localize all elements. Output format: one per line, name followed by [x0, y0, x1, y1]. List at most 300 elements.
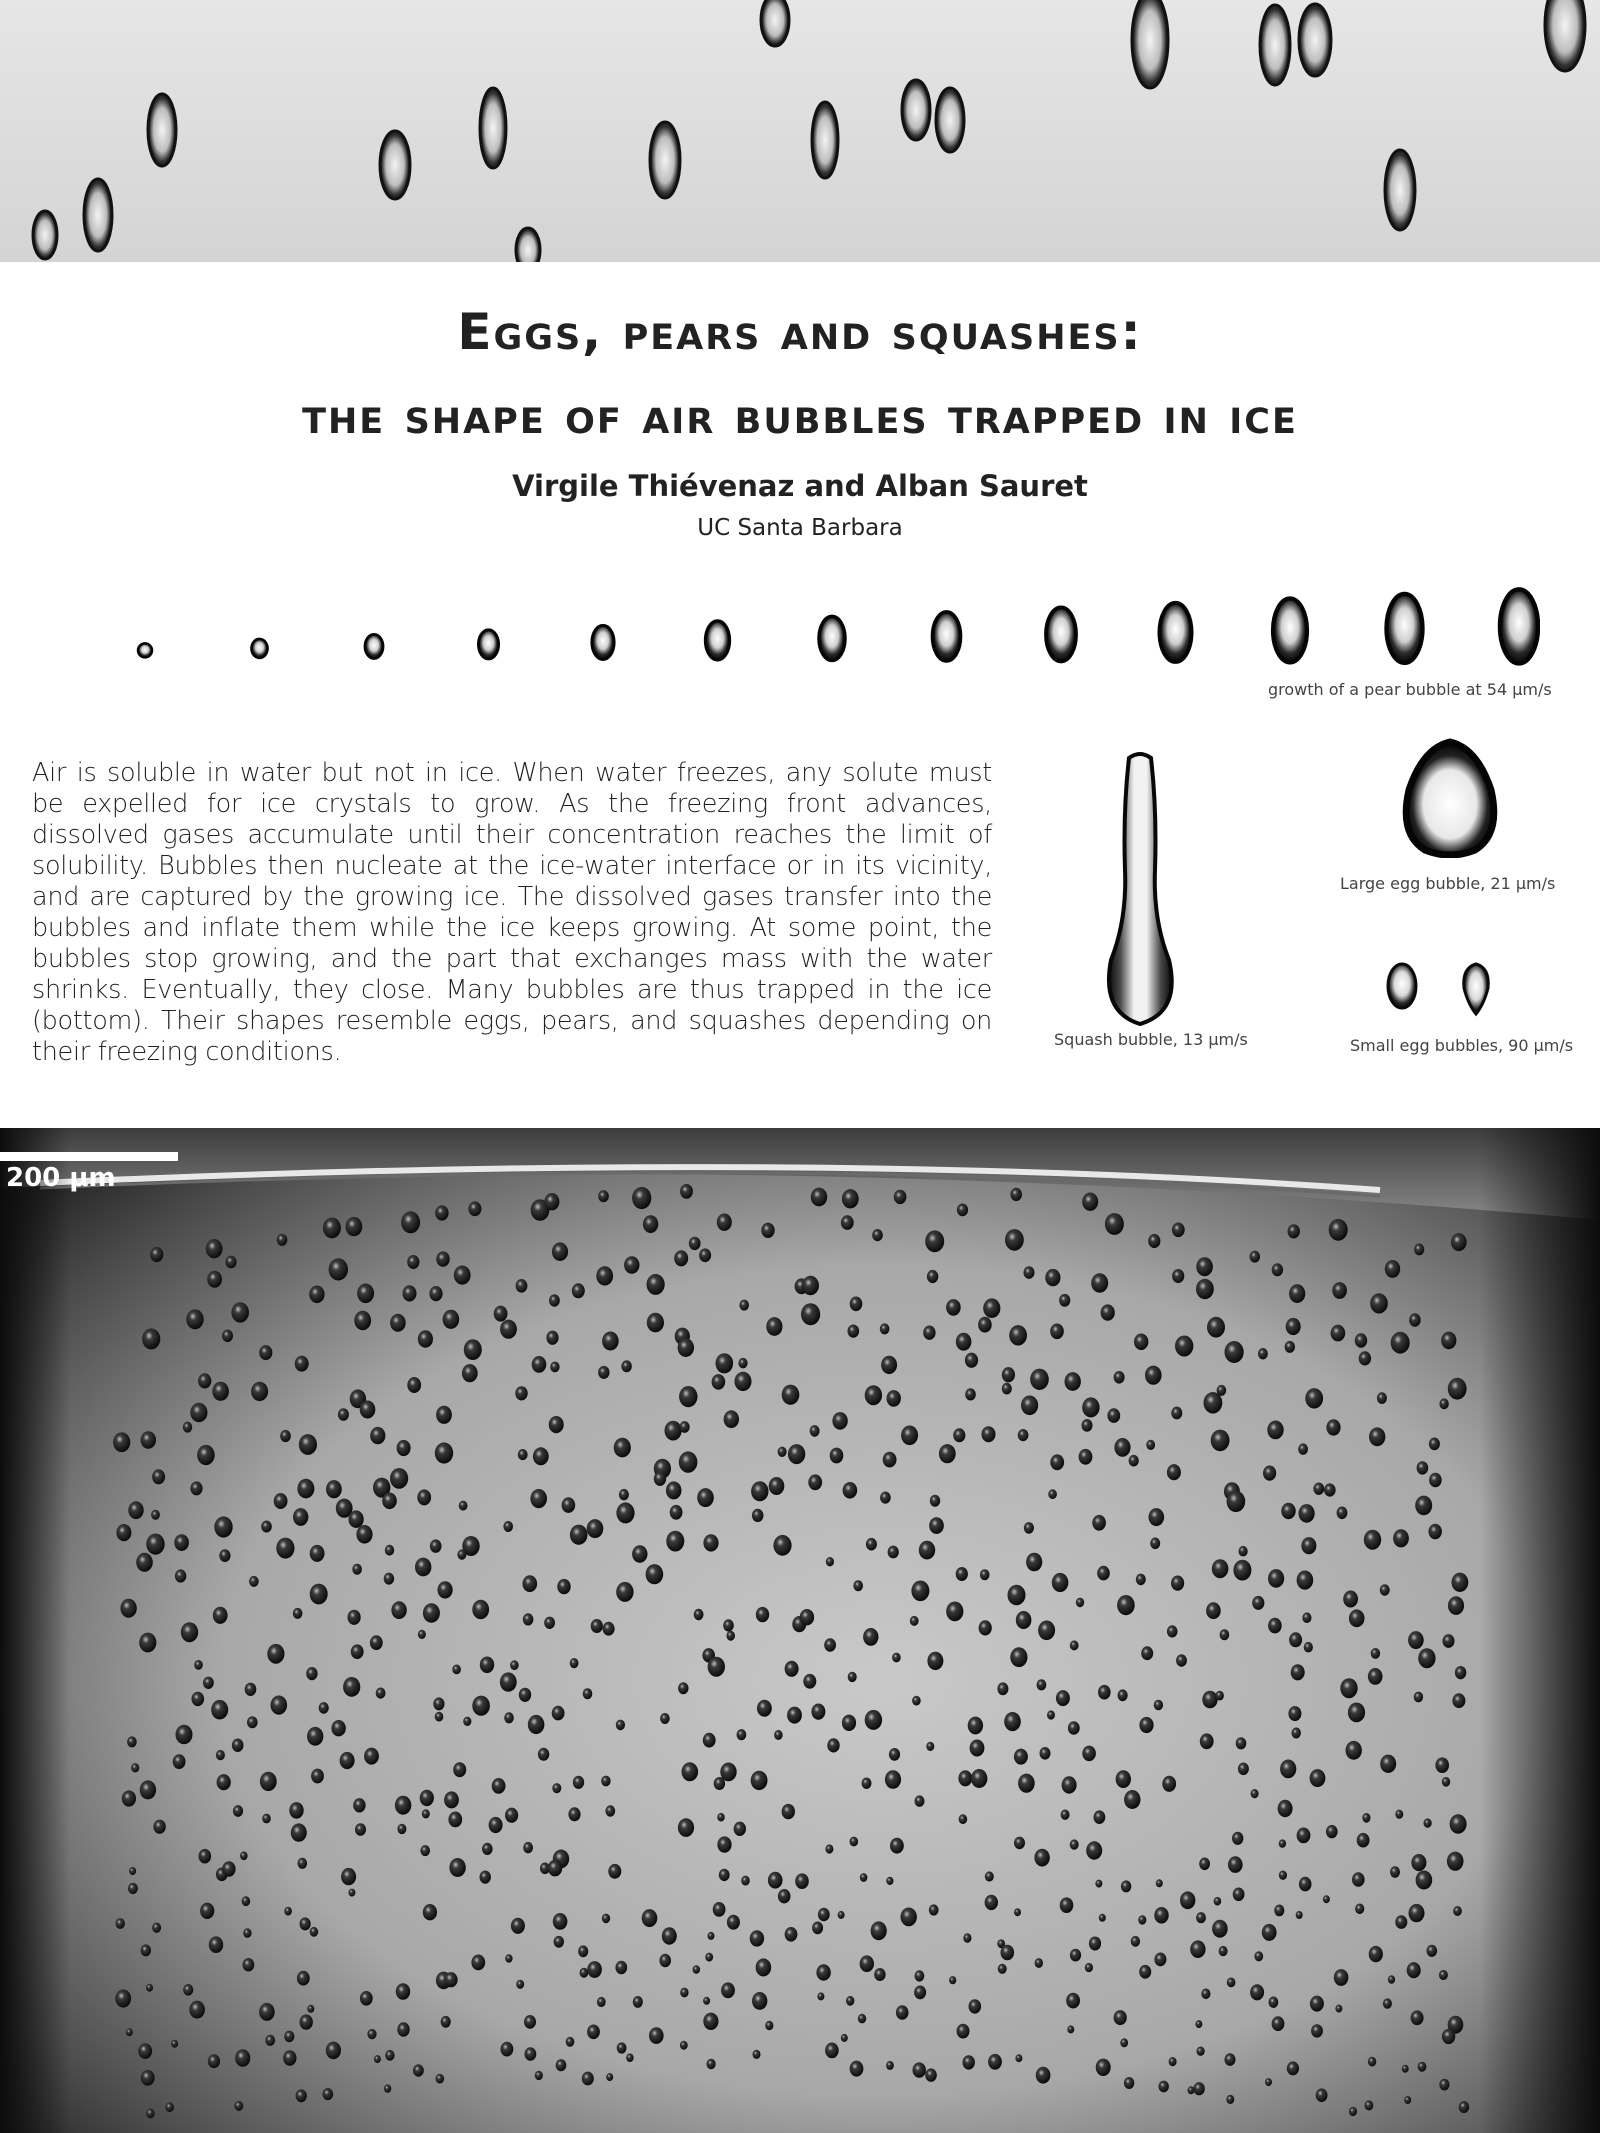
trapped-bubble: [192, 1692, 205, 1706]
trapped-bubble: [1016, 1611, 1032, 1629]
trapped-bubble: [1298, 1443, 1308, 1454]
photo-bubble: [516, 228, 540, 262]
trapped-bubble: [1408, 1631, 1424, 1649]
trapped-bubble: [1289, 1284, 1305, 1303]
trapped-bubble: [516, 1279, 528, 1293]
trapped-bubble: [716, 1353, 734, 1373]
trapped-bubble: [505, 1808, 518, 1823]
trapped-bubble: [1212, 1920, 1228, 1938]
trapped-bubble: [1238, 1763, 1249, 1776]
trapped-bubble: [1225, 1341, 1244, 1363]
trapped-bubble: [413, 2064, 424, 2076]
trapped-bubble: [310, 1584, 328, 1605]
trapped-bubble: [925, 1230, 944, 1252]
trapped-bubble: [376, 1688, 386, 1699]
trapped-bubble: [519, 1688, 531, 1702]
trapped-bubble: [1429, 1473, 1442, 1487]
trapped-bubble: [1239, 1546, 1248, 1557]
trapped-bubble: [549, 1416, 564, 1433]
trapped-bubble: [190, 1403, 207, 1423]
trapped-bubble: [1202, 1691, 1217, 1709]
trapped-bubble: [1141, 1646, 1153, 1660]
trapped-bubble: [329, 1258, 348, 1280]
trapped-bubble: [865, 1710, 882, 1730]
trapped-bubble: [293, 1508, 308, 1526]
trapped-bubble: [848, 1672, 857, 1682]
trapped-bubble: [1281, 1503, 1295, 1519]
trapped-bubble: [546, 1331, 558, 1345]
trapped-bubble: [276, 1538, 294, 1559]
trapped-bubble: [915, 1970, 925, 1981]
trapped-bubble: [1149, 1508, 1165, 1526]
trapped-bubble: [1265, 2078, 1272, 2086]
trapped-bubble: [1435, 1757, 1449, 1773]
trapped-bubble: [306, 1667, 317, 1680]
trapped-bubble: [357, 1284, 374, 1304]
trapped-bubble: [397, 1440, 411, 1456]
trapped-bubble: [983, 1298, 1000, 1318]
trapped-bubble: [524, 2015, 536, 2029]
trapped-bubble: [1138, 1915, 1146, 1924]
trapped-bubble: [353, 1798, 365, 1812]
trapped-bubble: [1326, 1419, 1340, 1435]
trapped-bubble: [678, 1338, 694, 1357]
growth-stage-bubble: [1387, 594, 1423, 663]
trapped-bubble: [1236, 1737, 1247, 1749]
trapped-bubble: [1167, 1625, 1178, 1637]
trapped-bubble: [459, 1501, 468, 1511]
scale-bar: [0, 1152, 178, 1161]
trapped-bubble: [912, 1696, 921, 1706]
trapped-bubble: [423, 1603, 440, 1623]
trapped-bubble: [670, 1505, 683, 1520]
trapped-bubble: [914, 1986, 926, 2000]
trapped-bubble: [403, 1285, 417, 1301]
photo-bubble: [1299, 4, 1331, 76]
trapped-bubble: [887, 1390, 901, 1407]
trapped-bubble: [116, 1524, 131, 1541]
trapped-bubble: [126, 2028, 133, 2036]
trapped-bubble: [1070, 1949, 1081, 1962]
trapped-bubble: [1082, 1193, 1098, 1211]
trapped-bubble: [1129, 1455, 1139, 1467]
trapped-bubble: [525, 2047, 537, 2061]
trapped-bubble: [562, 1497, 576, 1513]
trapped-bubble: [151, 1510, 160, 1520]
trapped-bubble: [1269, 1997, 1279, 2008]
trapped-bubble: [1139, 1965, 1151, 1979]
trapped-bubble: [654, 1472, 666, 1486]
trapped-bubble: [1448, 1596, 1464, 1615]
trapped-bubble: [175, 1569, 186, 1582]
trapped-bubble: [703, 2013, 718, 2030]
trapped-bubble: [120, 1599, 136, 1618]
trapped-bubble: [1195, 2020, 1202, 2028]
trapped-bubble: [390, 1314, 406, 1332]
trapped-bubble: [997, 1682, 1008, 1695]
trapped-bubble: [624, 1256, 639, 1274]
trapped-bubble: [1068, 1721, 1080, 1735]
trapped-bubble: [267, 1644, 284, 1664]
trapped-bubble: [582, 2072, 594, 2086]
trapped-bubble: [472, 1600, 489, 1619]
trapped-bubble: [260, 1772, 277, 1791]
trapped-bubble: [298, 1858, 308, 1869]
trapped-bubble: [1124, 1790, 1140, 1809]
trapped-bubble: [841, 2034, 848, 2042]
trapped-bubble: [603, 1622, 615, 1636]
trapped-bubble: [1220, 1629, 1230, 1640]
trapped-bubble: [1010, 1647, 1027, 1667]
trapped-bubble: [544, 1617, 555, 1629]
trapped-bubble: [1404, 2096, 1411, 2104]
trapped-bubble: [1380, 1584, 1390, 1595]
trapped-bubble: [1324, 1483, 1336, 1496]
trapped-bubble: [860, 1873, 868, 1882]
trapped-bubble: [549, 1294, 560, 1306]
trapped-bubble: [1010, 1188, 1022, 1201]
trapped-bubble: [583, 1688, 593, 1699]
trapped-bubble: [751, 1481, 768, 1501]
trapped-bubble: [946, 1299, 961, 1316]
trapped-bubble: [846, 1996, 854, 2006]
trapped-bubble: [165, 2102, 174, 2112]
trapped-bubble: [310, 1927, 319, 1937]
trapped-bubble: [174, 1534, 189, 1551]
trapped-bubble: [533, 1447, 549, 1465]
trapped-bubble: [910, 1616, 919, 1626]
trapped-bubble: [384, 2084, 391, 2092]
trapped-bubble: [523, 1842, 533, 1853]
trapped-bubble: [1390, 1866, 1400, 1878]
trapped-bubble: [436, 2074, 445, 2084]
trapped-bubble: [956, 1333, 972, 1351]
trapped-bubble: [1059, 1294, 1070, 1307]
trapped-bubble: [259, 2003, 275, 2021]
trapped-bubble: [1310, 1996, 1324, 2012]
trapped-bubble: [232, 1739, 244, 1752]
trapped-bubble: [1169, 2057, 1177, 2066]
trapped-bubble: [621, 1360, 631, 1372]
trapped-bubble: [929, 1904, 939, 1915]
trapped-bubble: [572, 1283, 585, 1298]
title-line-1: Eggs, pears and squashes:: [457, 303, 1143, 361]
trapped-bubble: [842, 1715, 856, 1731]
trapped-bubble: [1414, 1244, 1424, 1256]
trapped-bubble: [390, 1468, 408, 1489]
trapped-bubble: [492, 1778, 506, 1794]
trapped-bubble: [1250, 1984, 1264, 2000]
trapped-bubble: [397, 2022, 409, 2036]
trapped-bubble: [1225, 2053, 1236, 2066]
trapped-bubble: [615, 1961, 627, 1974]
trapped-bubble: [665, 1421, 682, 1441]
trapped-bubble: [570, 1525, 588, 1545]
trapped-bubble: [300, 1917, 311, 1930]
trapped-bubble: [1172, 1269, 1184, 1283]
trapped-bubble: [139, 1633, 156, 1653]
trapped-bubble: [659, 1954, 671, 1967]
trapped-bubble: [1263, 1466, 1276, 1481]
trapped-bubble: [1380, 1755, 1396, 1773]
trapped-bubble: [1091, 1273, 1108, 1293]
trapped-bubble: [436, 1406, 452, 1424]
trapped-bubble: [699, 1248, 711, 1262]
trapped-bubble: [482, 1843, 493, 1855]
trapped-bubble: [1250, 1251, 1260, 1263]
trapped-bubble: [1145, 1366, 1162, 1385]
trapped-bubble: [1196, 1257, 1213, 1276]
trapped-bubble: [616, 1720, 625, 1731]
trapped-bubble: [1416, 1871, 1433, 1890]
trapped-bubble: [1278, 1800, 1293, 1817]
trapped-bubble: [959, 1814, 968, 1824]
trapped-bubble: [738, 1358, 747, 1369]
trapped-bubble: [245, 1683, 257, 1696]
growth-stage-bubble: [1273, 598, 1307, 662]
trapped-bubble: [680, 1988, 688, 1998]
trapped-bubble: [194, 1660, 203, 1670]
trapped-bubble: [468, 1201, 481, 1216]
trapped-bubble: [360, 1401, 376, 1419]
trapped-bubble: [865, 1385, 882, 1405]
trapped-bubble: [515, 1386, 527, 1400]
trapped-bubble: [259, 1345, 272, 1360]
trapped-bubble: [901, 1908, 917, 1927]
trapped-bubble: [553, 1913, 568, 1930]
trapped-bubble: [407, 1377, 421, 1393]
trapped-bubble: [1414, 1692, 1423, 1703]
trapped-bubble: [355, 1823, 366, 1836]
trapped-bubble: [769, 1477, 785, 1495]
trapped-bubble: [417, 1489, 431, 1505]
trapped-bubble: [200, 1903, 214, 1919]
trapped-bubble: [1346, 1741, 1362, 1760]
trapped-bubble: [901, 1426, 918, 1446]
trapped-bubble: [866, 1538, 877, 1551]
trapped-bubble: [666, 1531, 684, 1552]
trapped-bubble: [444, 1972, 457, 1987]
trapped-bubble: [1383, 1998, 1392, 2008]
trapped-bubble: [208, 2054, 220, 2068]
trapped-bubble: [500, 1672, 517, 1691]
trapped-bubble: [1086, 1841, 1102, 1859]
trapped-bubble: [1313, 1483, 1324, 1495]
trapped-bubble: [860, 1955, 874, 1972]
trapped-bubble: [1362, 1813, 1370, 1823]
trapped-bubble: [890, 1838, 904, 1854]
trapped-bubble: [128, 1501, 143, 1519]
trapped-bubble: [1442, 2029, 1455, 2044]
trapped-bubble: [213, 1607, 228, 1624]
trapped-bubble: [1009, 1325, 1027, 1345]
trapped-bubble: [892, 1653, 901, 1663]
trapped-bubble: [1180, 1891, 1195, 1909]
trapped-bubble: [965, 1388, 976, 1400]
trapped-bubble: [367, 2029, 376, 2039]
trapped-bubble: [211, 1700, 228, 1720]
trapped-bubble: [323, 2088, 334, 2100]
trapped-bubble: [1037, 1679, 1047, 1690]
trapped-bubble: [472, 1696, 490, 1716]
trapped-bubble: [1211, 1430, 1230, 1452]
trapped-bubble: [452, 1665, 461, 1675]
trapped-bubble: [293, 1608, 303, 1619]
trapped-bubble: [703, 1997, 710, 2005]
trapped-bubble: [1226, 2095, 1234, 2104]
trapped-bubble: [554, 1936, 564, 1948]
trapped-bubble: [1116, 1770, 1131, 1788]
trapped-bubble: [297, 1479, 314, 1499]
trapped-bubble: [985, 1895, 998, 1910]
trapped-bubble: [152, 1923, 161, 1933]
trapped-bubble: [578, 1945, 588, 1957]
trapped-bubble: [407, 1255, 419, 1269]
trapped-bubble: [1207, 1317, 1225, 1338]
trapped-bubble: [795, 1873, 809, 1889]
trapped-bubble: [880, 1323, 890, 1334]
trapped-bubble: [614, 1438, 631, 1458]
trapped-bubble: [825, 1844, 833, 1853]
trapped-bubble: [1452, 1693, 1465, 1708]
trapped-bubble: [1439, 1398, 1448, 1409]
trapped-bubble: [1176, 1654, 1187, 1666]
trapped-bubble: [550, 1362, 559, 1373]
trapped-bubble: [1154, 1953, 1166, 1967]
trapped-bubble: [1385, 1260, 1400, 1278]
trapped-bubble: [674, 1250, 688, 1266]
trapped-bubble: [1026, 1553, 1042, 1572]
trapped-bubble: [1411, 2010, 1424, 2025]
trapped-bubble: [1114, 1438, 1130, 1457]
trapped-bubble: [1002, 1367, 1015, 1382]
trapped-bubble: [518, 1449, 528, 1460]
trapped-bubble: [448, 1812, 462, 1828]
trapped-bubble: [1097, 1566, 1110, 1581]
trapped-bubble: [420, 1790, 434, 1806]
trapped-bubble: [186, 1309, 203, 1329]
trapped-bubble: [1334, 1969, 1349, 1986]
trapped-bubble: [1447, 1852, 1464, 1871]
trapped-bubble: [251, 1382, 268, 1401]
trapped-bubble: [233, 1805, 243, 1817]
trapped-bubble: [1095, 1880, 1102, 1888]
trapped-bubble: [616, 1502, 634, 1523]
trapped-bubble: [1450, 1814, 1467, 1833]
trapped-bubble: [1329, 1219, 1348, 1241]
trapped-bubble: [1251, 1789, 1259, 1798]
trapped-bubble: [911, 1581, 929, 1602]
trapped-bubble: [1377, 1392, 1387, 1404]
trapped-bubble: [454, 1266, 471, 1285]
trapped-bubble: [1254, 1951, 1263, 1961]
trapped-bubble: [435, 1205, 448, 1220]
trapped-bubble: [802, 1276, 819, 1296]
trapped-bubble: [395, 1796, 411, 1815]
trapped-bubble: [1175, 1336, 1193, 1357]
trapped-bubble: [1305, 1388, 1323, 1408]
trapped-bubble: [1227, 1978, 1236, 1988]
photo-bubble: [1132, 0, 1168, 88]
trapped-bubble: [505, 1954, 512, 1962]
trapped-bubble: [1285, 1341, 1295, 1353]
trapped-bubble: [598, 1366, 609, 1379]
small-egg-bubbles-image: [1380, 958, 1510, 1028]
trapped-bubble: [1286, 1318, 1301, 1335]
trapped-bubble: [708, 1932, 715, 1940]
trapped-bubble: [608, 1864, 621, 1879]
trapped-bubble: [825, 2043, 839, 2059]
trapped-bubble: [643, 1215, 658, 1233]
trapped-bubble: [1085, 1963, 1093, 1972]
trapped-bubble: [1148, 1234, 1160, 1248]
trapped-bubble: [331, 1720, 345, 1736]
trapped-bubble: [982, 1426, 996, 1442]
trapped-bubble: [146, 1534, 164, 1555]
trapped-bubble: [853, 1580, 863, 1591]
trapped-bubble: [841, 1215, 854, 1230]
trapped-bubble: [231, 1302, 249, 1322]
trapped-bubble: [953, 1428, 965, 1442]
trapped-bubble: [552, 1242, 568, 1261]
top-bubble-photo: [0, 0, 1600, 262]
trapped-bubble: [418, 1330, 433, 1347]
trapped-bubble: [919, 1541, 935, 1560]
trapped-bubble: [463, 1717, 471, 1726]
trapped-bubble: [1162, 1776, 1176, 1792]
trapped-bubble: [1065, 1372, 1081, 1391]
trapped-bubble: [965, 1353, 978, 1368]
trapped-bubble: [364, 1748, 379, 1765]
trapped-bubble: [511, 1918, 525, 1934]
trapped-bubble: [842, 1189, 859, 1208]
trapped-bubble: [848, 1325, 860, 1338]
trapped-bubble: [435, 1712, 444, 1722]
trapped-bubble: [957, 2024, 970, 2039]
trapped-bubble: [1252, 1596, 1264, 1610]
trapped-bubble: [752, 1509, 764, 1522]
trapped-bubble: [1066, 1993, 1080, 2009]
trapped-bubble: [601, 1776, 610, 1787]
trapped-bubble: [516, 1980, 524, 1989]
trapped-bubble: [1268, 1569, 1284, 1588]
trapped-bubble: [198, 1373, 211, 1388]
trapped-bubble: [927, 1270, 938, 1283]
trapped-bubble: [980, 1569, 990, 1580]
trapped-bubble: [1280, 1760, 1296, 1779]
trapped-bubble: [240, 1851, 248, 1860]
trapped-bubble: [1216, 1691, 1224, 1701]
trapped-bubble: [146, 1984, 153, 1992]
trapped-bubble: [1107, 1408, 1120, 1423]
trapped-bubble: [183, 1984, 193, 1996]
trapped-bubble: [1035, 1958, 1043, 1968]
trapped-bubble: [435, 1442, 453, 1463]
trapped-bubble: [271, 1696, 288, 1715]
trapped-bubble: [1024, 1266, 1035, 1279]
trapped-bubble: [274, 1493, 288, 1509]
trapped-bubble: [863, 1628, 878, 1646]
trapped-bubble: [1014, 1749, 1028, 1765]
trapped-bubble: [761, 1223, 774, 1238]
trapped-bubble: [694, 1609, 704, 1620]
growth-stage-bubble: [365, 634, 383, 658]
growth-stage-bubble: [1160, 603, 1192, 662]
trapped-bubble: [1114, 1371, 1125, 1384]
trapped-bubble: [1167, 1464, 1181, 1480]
trapped-bubble: [374, 2055, 381, 2063]
trapped-bubble: [501, 2042, 514, 2057]
